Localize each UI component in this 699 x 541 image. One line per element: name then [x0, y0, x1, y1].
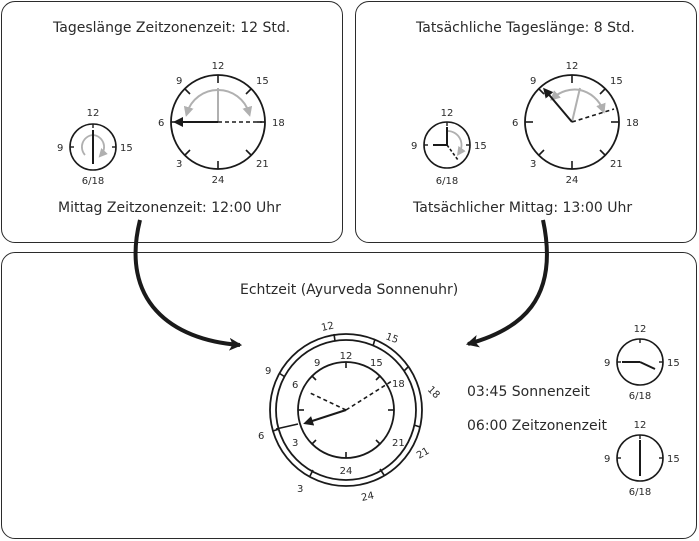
sun-time-small-dial: [604, 324, 680, 402]
dial-label: 15: [256, 76, 269, 87]
outer-dial-label: 21: [415, 445, 432, 462]
sundial-dial: [258, 321, 442, 504]
zone-time-title: Tageslänge Zeitzonenzeit: 12 Std.: [53, 20, 291, 36]
zone-small-dial: [57, 108, 133, 187]
zone-time-small-dial: [604, 420, 680, 498]
actual-day-title: Tatsächliche Tageslänge: 8 Std.: [416, 20, 635, 36]
dial-label: 21: [610, 159, 623, 170]
actual-small-dial: [411, 108, 487, 187]
zone-time-readout: 06:00 Zeitzonenzeit: [467, 418, 607, 434]
small-dial-label: 12: [440, 108, 454, 119]
dial-label: 9: [176, 76, 183, 87]
dial-label: 6: [512, 118, 519, 129]
inner-dial-label: 24: [339, 466, 353, 477]
inner-dial-label: 3: [292, 438, 299, 449]
actual-noon-caption: Tatsächlicher Mittag: 13:00 Uhr: [413, 200, 633, 216]
dial-label: 24: [565, 175, 579, 186]
small-dial-label: 6/18: [628, 487, 652, 498]
actual-large-dial: [512, 61, 639, 186]
small-dial-label: 12: [633, 420, 647, 431]
inner-dial-label: 15: [370, 358, 383, 369]
sun-time-readout: 03:45 Sonnenzeit: [467, 384, 590, 400]
dial-label: 9: [530, 76, 537, 87]
small-dial-label: 9: [411, 141, 418, 152]
small-dial-label: 12: [633, 324, 647, 335]
inner-dial-label: 12: [339, 351, 353, 362]
outer-dial-label: 6: [258, 431, 265, 442]
small-dial-label: 12: [86, 108, 100, 119]
outer-dial-label: 9: [265, 366, 272, 377]
small-dial-label: 6/18: [628, 391, 652, 402]
inner-dial-label: 18: [392, 379, 405, 390]
outer-dial-label: 12: [320, 320, 336, 334]
small-dial-label: 9: [604, 358, 611, 369]
inner-dial-label: 9: [314, 358, 321, 369]
dial-label: 18: [626, 118, 639, 129]
dial-label: 15: [610, 76, 623, 87]
small-dial-label: 15: [667, 358, 680, 369]
outer-dial-label: 3: [297, 484, 304, 495]
small-dial-label: 6/18: [81, 176, 105, 187]
inner-dial-label: 6: [292, 380, 299, 391]
dial-label: 12: [211, 61, 225, 72]
zone-time-noon-caption: Mittag Zeitzonenzeit: 12:00 Uhr: [58, 200, 281, 216]
dial-label: 3: [530, 159, 537, 170]
small-dial-label: 9: [57, 143, 64, 154]
small-dial-label: 15: [474, 141, 487, 152]
inner-dial-label: 21: [392, 438, 405, 449]
dial-label: 18: [272, 118, 285, 129]
small-dial-label: 15: [120, 143, 133, 154]
dial-label: 21: [256, 159, 269, 170]
dial-label: 6: [158, 118, 165, 129]
dial-label: 3: [176, 159, 183, 170]
small-dial-label: 9: [604, 454, 611, 465]
left-flow-arrow: [136, 220, 240, 345]
sundial-title: Echtzeit (Ayurveda Sonnenuhr): [240, 282, 459, 298]
outer-dial-label: 24: [360, 490, 376, 504]
outer-dial-label: 15: [383, 331, 400, 347]
zone-large-dial: [158, 61, 285, 186]
small-dial-label: 15: [667, 454, 680, 465]
right-flow-arrow: [468, 220, 547, 344]
outer-dial-label: 18: [424, 384, 442, 402]
small-dial-label: 6/18: [435, 176, 459, 187]
dial-label: 12: [565, 61, 579, 72]
dial-label: 24: [211, 175, 225, 186]
